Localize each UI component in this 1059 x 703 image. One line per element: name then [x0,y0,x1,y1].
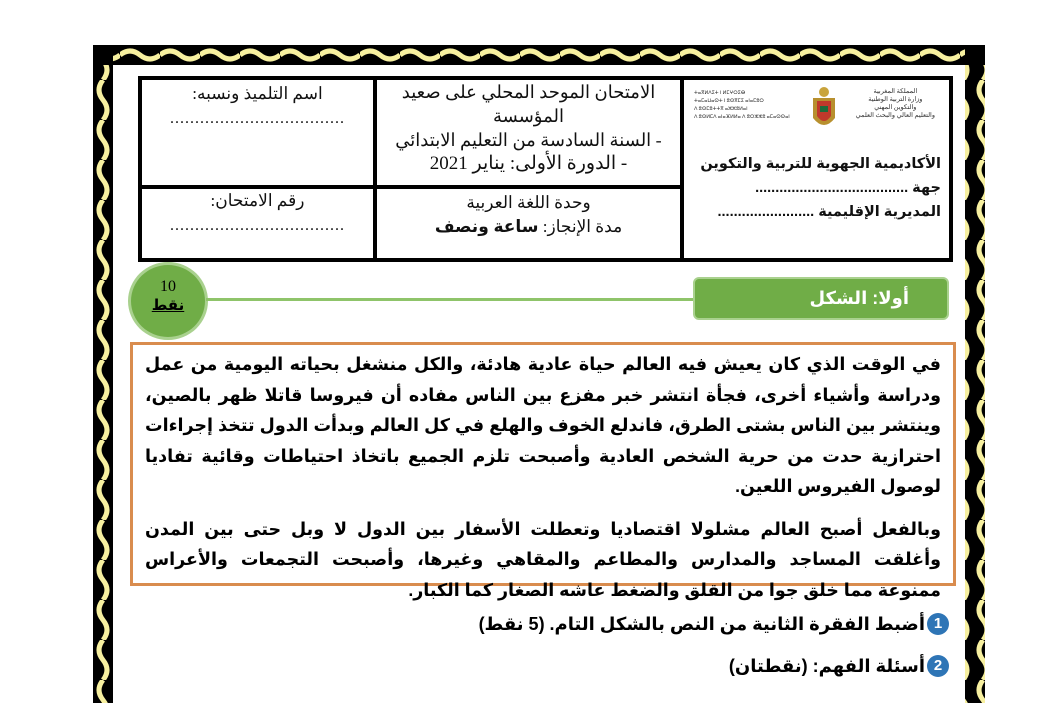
moroccan-coat-of-arms-icon [807,86,841,134]
points-unit: نقط [151,297,185,314]
number-two-icon: 2 [927,655,949,677]
academy-info [700,152,941,224]
exam-session: - الدورة الأولى: يناير 2021 [429,153,628,174]
ministry-name-arabic: المملكة المغربية وزارة التربية الوطنية والتكوين المهني والتعليم العالي والبحث العلمي [855,88,935,119]
exam-number-field: ................................... [170,217,345,234]
exam-number-label: رقم الامتحان: [210,191,305,210]
student-name-field: ................................... [170,110,345,127]
question-text: أضبط الفقرة الثانية من النص بالشكل التام. (5 نقط) [478,613,925,634]
exam-title-line2: المؤسسة [493,106,564,126]
exam-number-cell [142,189,373,259]
points-badge [128,262,208,340]
exam-header-table [138,76,953,262]
reading-passage [130,342,956,600]
question-item [479,613,949,635]
ministry-name-tifinagh: ⵜⴰⴳⵍⴷⵉⵜ ⵏ ⵍⵎⵖⵔⵉⴱ ⵜⴰⵎⴰⵡⴰⵙⵜ ⵏ ⵓⵙⴳⵎⵉ ⴰⵏⴰⵎⵓⵔ ⴷ ⵓⵙⵎⵓⵜⵜⴳ ⴰⵣⵣⵓⵍⴰⵏ ⴷ ⵓⵙⵍⵎⴷ ⴰⵏⴰⴼⵍⵍⴰ ⴷ ⵓⵔⵣⵣⵓ ⴰⵎⴰⵙⵙⴰⵏ [694,91,790,120]
exam-title: الامتحان الموحد المحلي على صعيد [401,82,656,102]
passage-paragraph: في الوقت الذي كان يعيش فيه العالم حياة عادية هادئة، والكل منشغل بحياته اليومية من عمل ودراسة وأشياء أخرى، فجأة انتشر خبر مفزع بين الناس مفاده أن فيروسا قاتلا ظهر بالصين، وينتشر بين الناس بشتى الطرق، فاندلع الخوف والهلع في كل العالم وبدأت الدول تتخذ إجراءات احترازية حدت من حرية الشخص العادية وأصبحت تلزم الجميع باتخاذ احتياطات وقائية تفاديا لوصول الفيروس اللعين. [145,354,941,496]
duration-value: ساعة ونصف [434,217,539,236]
exam-title-cell [377,80,680,185]
subject-name: وحدة اللغة العربية [466,193,591,212]
section-divider-line [206,298,696,301]
academy-name: الأكاديمية الجهوية للتربية والتكوين [700,156,941,172]
points-value: 10 [160,278,176,295]
question-item [729,655,949,677]
ministry-cell [684,80,949,258]
duration-label: مدة الإنجاز: [542,217,623,236]
section-title: أولا: الشكل [693,277,949,320]
subject-cell [377,189,680,259]
question-text: أسئلة الفهم: (نقطتان) [728,655,925,676]
passage-paragraph: وبالفعل أصبح العالم مشلولا اقتصاديا وتعطلت الأسفار بين الدول لا وبل حتى بين المدن وأغلقت المساجد والمدارس والمطاعم والمقاهي وغيرها، وأصبحت التجمعات والأعراس ممنوعة مما خلق جوا من القلق والضغط عاشه الصغار كما الكبار. [145,518,941,600]
region-field: جهة ...................................... [755,180,941,196]
student-name-label: اسم التلميذ ونسبه: [192,84,323,103]
student-name-cell [142,80,373,185]
grade-level: - السنة السادسة من التعليم الابتدائي [395,130,662,150]
number-one-icon: 1 [927,613,949,635]
duration [377,215,680,239]
directorate-field: المديرية الإقليمية ........................ [717,204,941,220]
